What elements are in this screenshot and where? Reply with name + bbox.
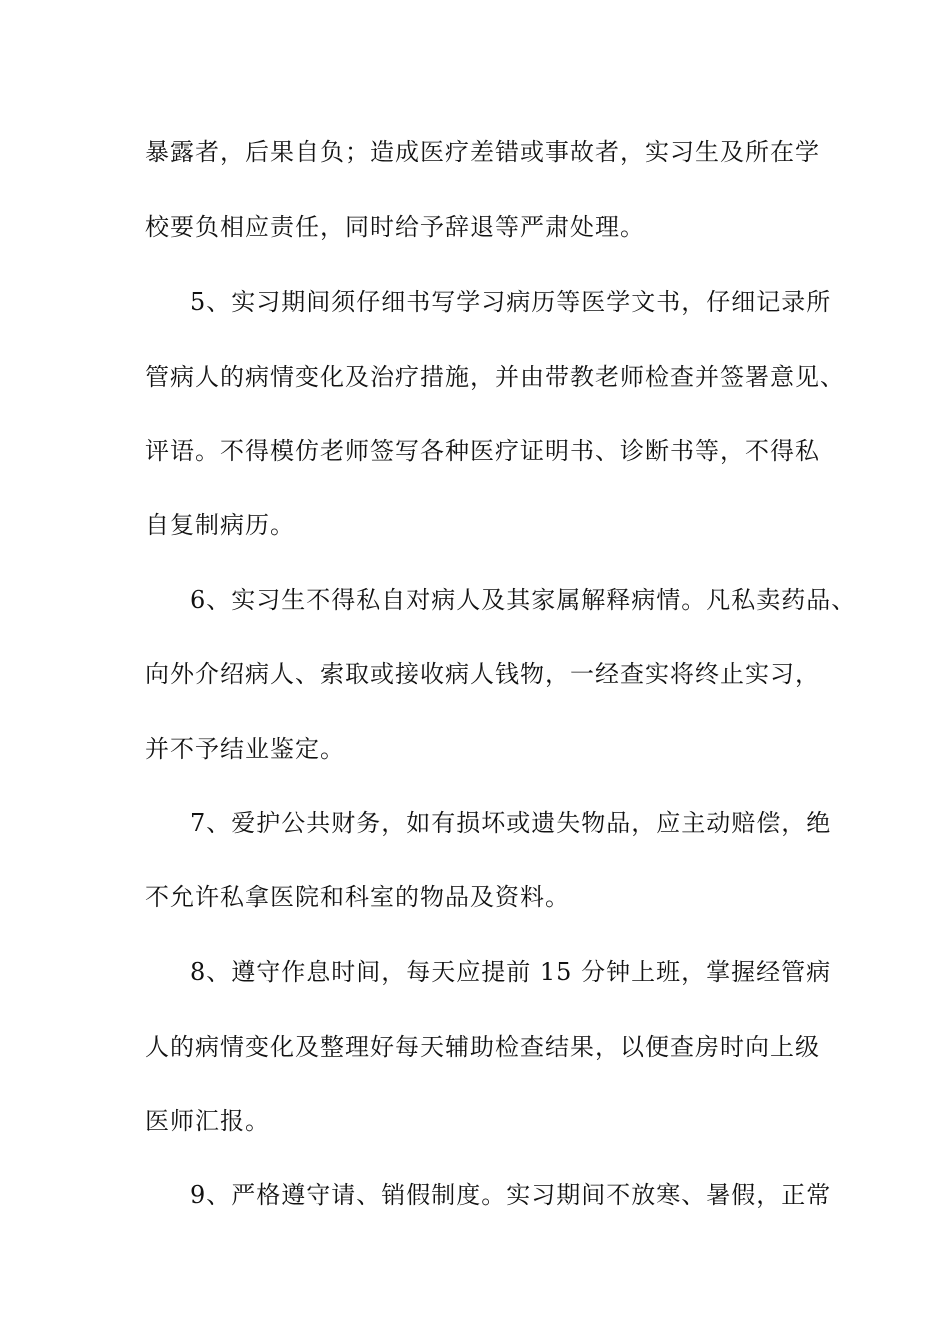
paragraph-5-start: 5、实习期间须仔细书写学习病历等医学文书，仔细记录所 [190, 288, 832, 316]
text-line: 医师汇报。 [145, 1107, 270, 1135]
text-line: 不允许私拿医院和科室的物品及资料。 [145, 883, 570, 911]
text-line: 评语。不得模仿老师签写各种医疗证明书、诊断书等，不得私 [145, 437, 820, 465]
text-line: 人的病情变化及整理好每天辅助检查结果，以便查房时向上级 [145, 1033, 820, 1061]
text-line: 管病人的病情变化及治疗措施，并由带教老师检查并签署意见、 [145, 363, 845, 391]
text-line: 并不予结业鉴定。 [145, 735, 345, 763]
text-line: 自复制病历。 [145, 511, 295, 539]
text-line: 向外介绍病人、索取或接收病人钱物，一经查实将终止实习， [145, 660, 820, 688]
text-line: 暴露者，后果自负；造成医疗差错或事故者，实习生及所在学 [145, 138, 820, 166]
paragraph-9-start: 9、严格遵守请、销假制度。实习期间不放寒、暑假，正常 [190, 1181, 832, 1209]
text-line: 校要负相应责任，同时给予辞退等严肃处理。 [145, 213, 645, 241]
paragraph-8-start: 8、遵守作息时间，每天应提前 15 分钟上班，掌握经管病 [190, 958, 832, 986]
paragraph-7-start: 7、爱护公共财务，如有损坏或遗失物品，应主动赔偿，绝 [190, 809, 832, 837]
paragraph-6-start: 6、实习生不得私自对病人及其家属解释病情。凡私卖药品、 [190, 586, 857, 614]
